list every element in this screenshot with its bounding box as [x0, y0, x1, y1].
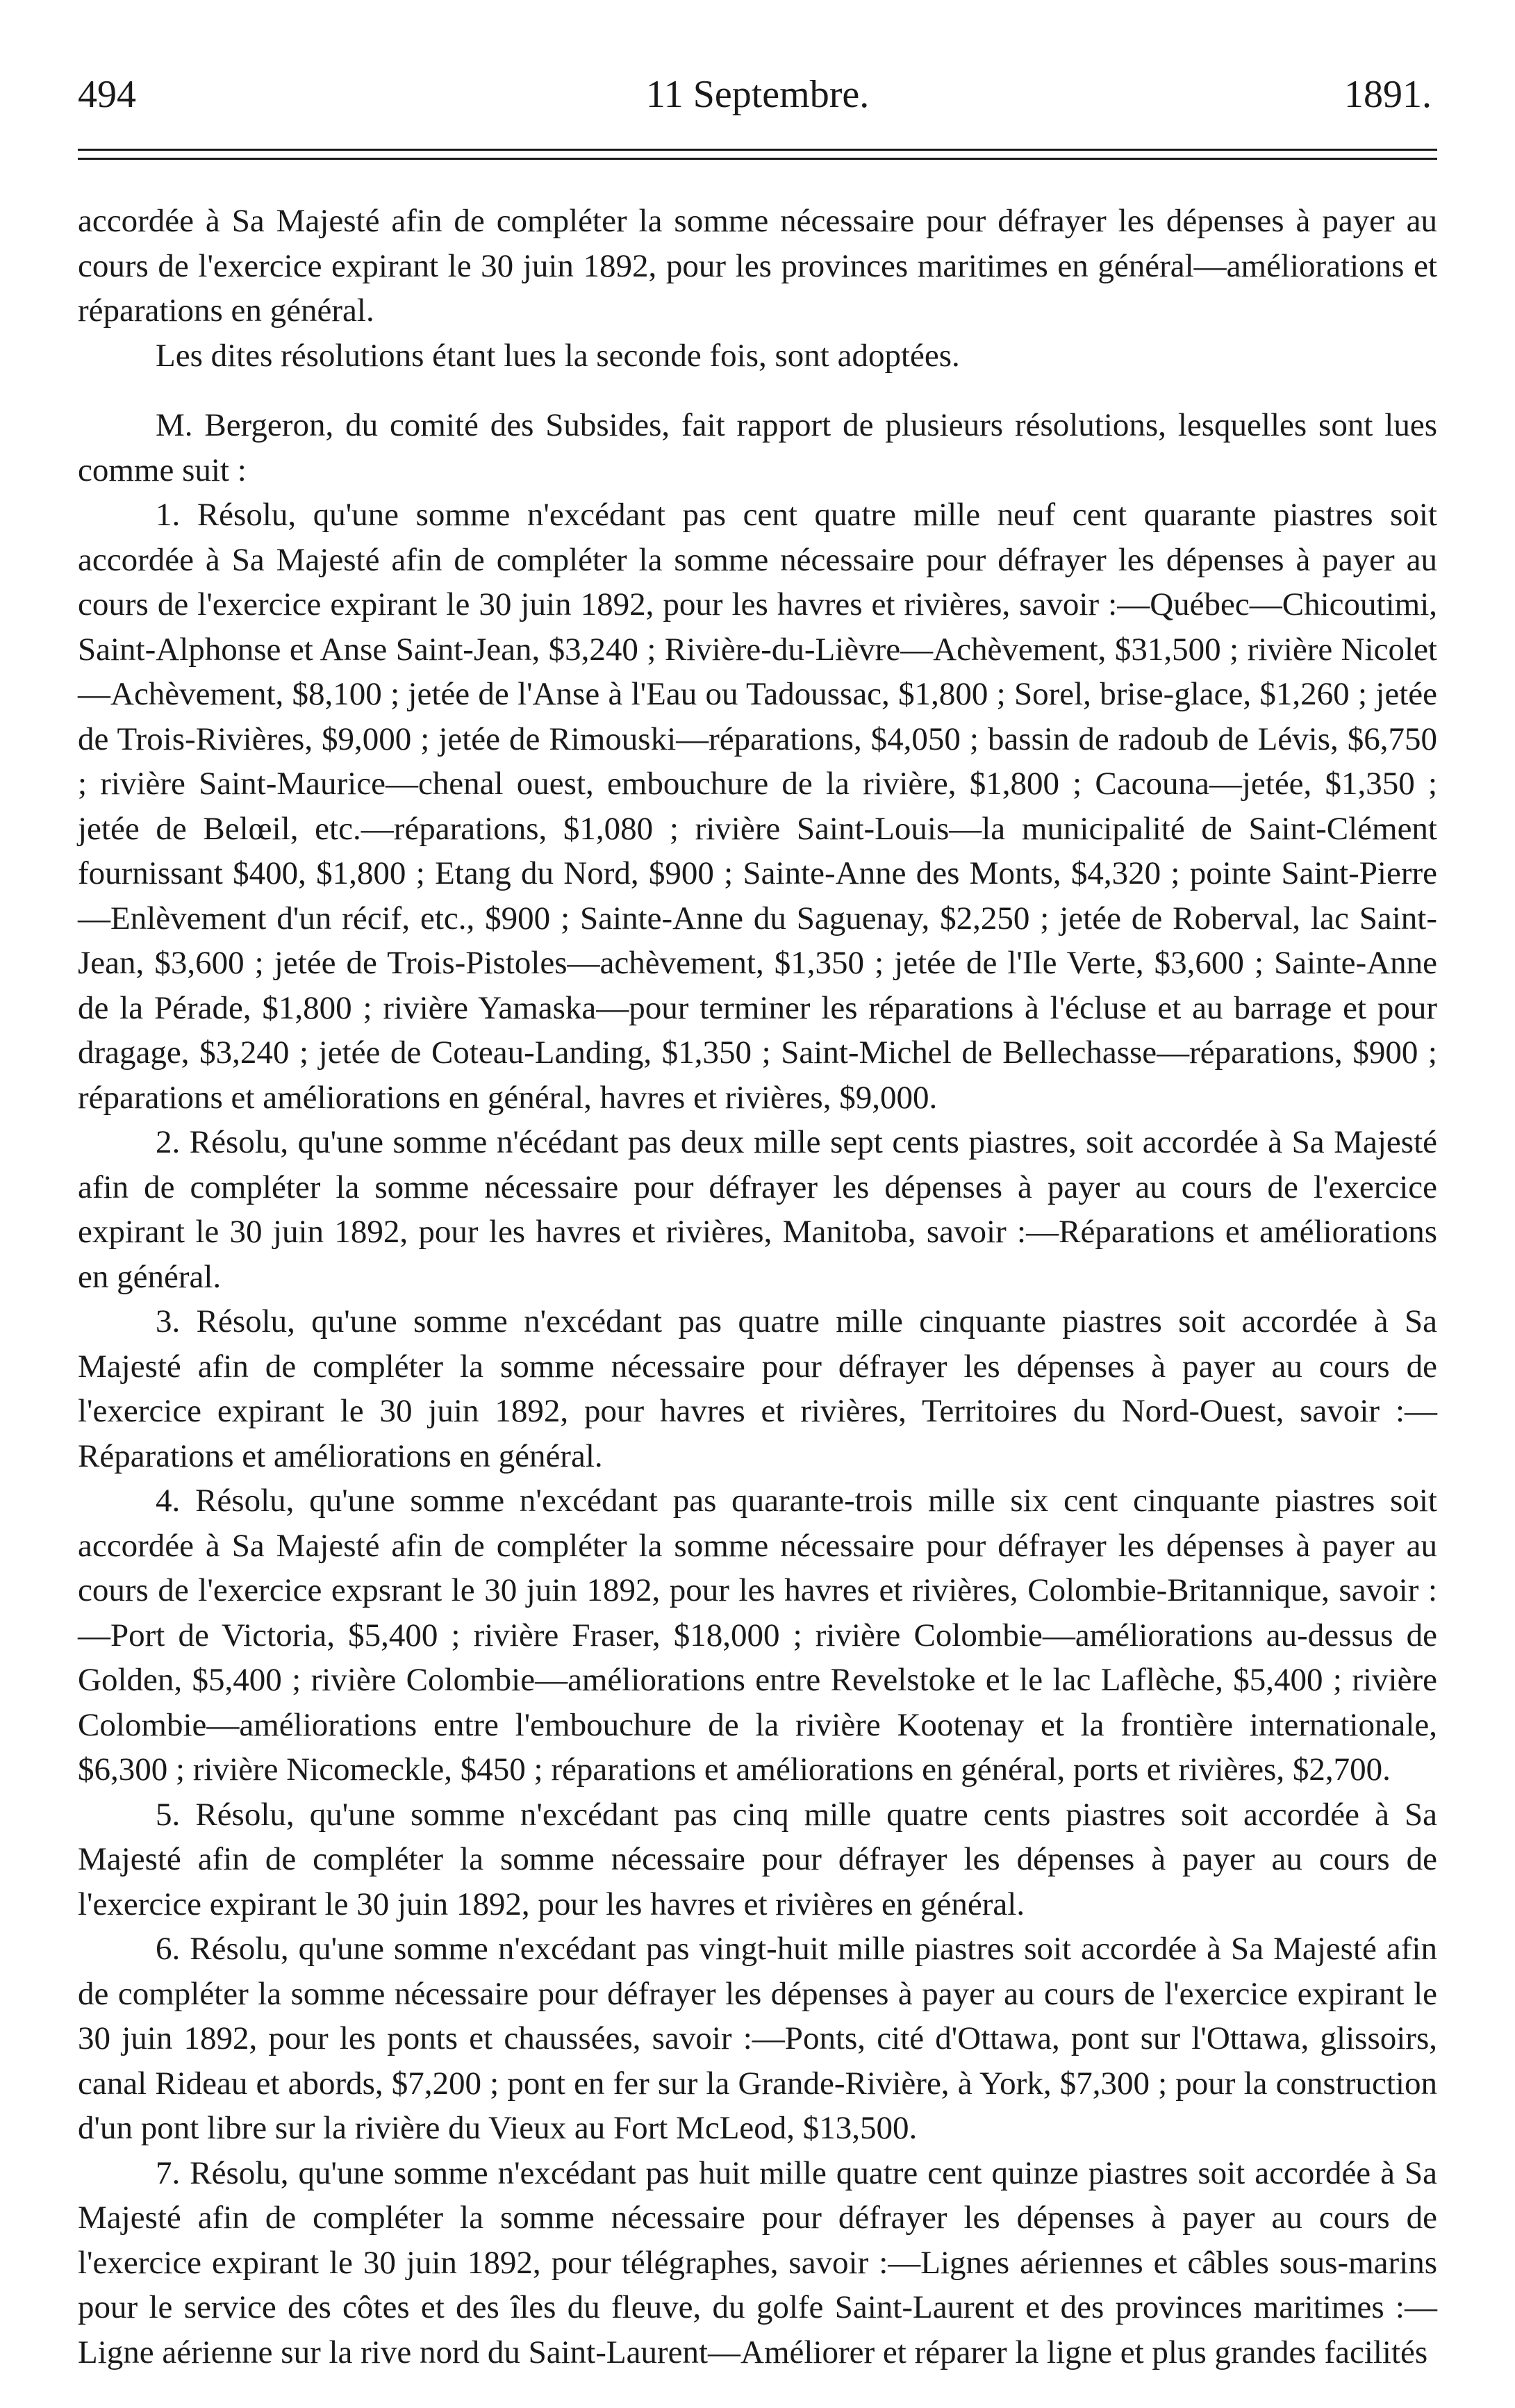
- paragraph-adoption: Les dites résolutions étant lues la seconde fois, sont adoptées.: [156, 337, 960, 374]
- page-number: 494: [78, 73, 136, 116]
- header-double-rule: [78, 149, 1437, 160]
- running-head-date: 11 Septembre.: [645, 73, 870, 116]
- page-header: [78, 67, 1437, 122]
- running-head-year: 1891.: [1344, 73, 1432, 116]
- resolution-4: 4. Résolu, qu'une somme n'excédant pas quarante-trois mille six cent cinquante piastres soit accordée à Sa Majesté afin de compléter la somme nécessaire pour défrayer les dépenses à payer au cours de l'exercice expsrant le 30 juin 1892, pour les havres et rivières, Colombie-Britannique, savoir :—Port de Victoria, $5,400 ; rivière Fraser, $18,000 ; rivière Colombie—améliorations au-dessus de Golden, $5,400 ; rivière Colombie—améliorations entre Revelstoke et le lac Laflèche, $5,400 ; rivière Colombie—améliorations entre l'embouchure de la rivière Kootenay et la frontière internationale, $6,300 ; rivière Nicomeckle, $450 ; réparations et améliorations en général, ports et rivières, $2,700.: [78, 1483, 1437, 1788]
- resolution-2: 2. Résolu, qu'une somme n'écédant pas deux mille sept cents piastres, soit accordée à Sa Majesté afin de compléter la somme nécessaire pour défrayer les dépenses à payer au cours de l'exercice expirant le 30 juin 1892, pour les havres et rivières, Manitoba, savoir :—Réparations et améliorations en général.: [78, 1124, 1437, 1295]
- resolution-7: 7. Résolu, qu'une somme n'excédant pas huit mille quatre cent quinze piastres soit accordée à Sa Majesté afin de compléter la somme nécessaire pour défrayer les dépenses à payer au cours de l'exercice expirant le 30 juin 1892, pour télégraphes, savoir :—Lignes aériennes et câbles sous-marins pour le service des côtes et des îles du fleuve, du golfe Saint-Laurent et des provinces maritimes :—Ligne aérienne sur la rive nord du Saint-Laurent—Améliorer et réparer la ligne et plus grandes facilités: [78, 2154, 1437, 2370]
- resolution-6: 6. Résolu, qu'une somme n'excédant pas vingt-huit mille piastres soit accordée à Sa Majesté afin de compléter la somme nécessaire pour défrayer les dépenses à payer au cours de l'exercice expirant le 30 juin 1892, pour les ponts et chaussées, savoir :—Ponts, cité d'Ottawa, pont sur l'Ottawa, glissoirs, canal Rideau et abords, $7,200 ; pont en fer sur la Grande-Rivière, à York, $7,300 ; pour la construction d'un pont libre sur la rivière du Vieux au Fort McLeod, $13,500.: [78, 1931, 1437, 2146]
- resolution-3: 3. Résolu, qu'une somme n'excédant pas quatre mille cinquante piastres soit accordée à Sa Majesté afin de compléter la somme nécessaire pour défrayer les dépenses à payer au cours de l'exercice expirant le 30 juin 1892, pour havres et rivières, Territoires du Nord-Ouest, savoir :—Réparations et améliorations en général.: [78, 1303, 1437, 1474]
- paragraph-committee-report: M. Bergeron, du comité des Subsides, fait rapport de plusieurs résolutions, lesquelles sont lues comme suit :: [78, 407, 1437, 488]
- resolution-1: 1. Résolu, qu'une somme n'excédant pas cent quatre mille neuf cent quarante piastres soit accordée à Sa Majesté afin de compléter la somme nécessaire pour défrayer les dépenses à payer au cours de l'exercice expirant le 30 juin 1892, pour les havres et rivières, savoir :—Québec—Chicoutimi, Saint-Alphonse et Anse Saint-Jean, $3,240 ; Rivière-du-Lièvre—Achèvement, $31,500 ; rivière Nicolet—Achèvement, $8,100 ; jetée de l'Anse à l'Eau ou Tadoussac, $1,800 ; Sorel, brise-glace, $1,260 ; jetée de Trois-Rivières, $9,000 ; jetée de Rimouski—réparations, $4,050 ; bassin de radoub de Lévis, $6,750 ; rivière Saint-Maurice—chenal ouest, embouchure de la rivière, $1,800 ; Cacouna—jetée, $1,350 ; jetée de Belœil, etc.—réparations, $1,080 ; rivière Saint-Louis—la municipalité de Saint-Clément fournissant $400, $1,800 ; Etang du Nord, $900 ; Sainte-Anne des Monts, $4,320 ; pointe Saint-Pierre—Enlèvement d'un récif, etc., $900 ; Sainte-Anne du Saguenay, $2,250 ; jetée de Roberval, lac Saint-Jean, $3,600 ; jetée de Trois-Pistoles—achèvement, $1,350 ; jetée de l'Ile Verte, $3,600 ; Sainte-Anne de la Pérade, $1,800 ; rivière Yamaska—pour terminer les réparations à l'écluse et au barrage et pour dragage, $3,240 ; jetée de Coteau-Landing, $1,350 ; Saint-Michel de Bellechasse—réparations, $900 ; réparations et améliorations en général, havres et rivières, $9,000.: [78, 497, 1437, 1116]
- paragraph-continuation: accordée à Sa Majesté afin de compléter la somme nécessaire pour défrayer les dépenses à payer au cours de l'exercice expirant le 30 juin 1892, pour les provinces maritimes en général—améliorations et réparations en général.: [78, 203, 1437, 329]
- body-text: [78, 199, 1437, 2375]
- resolution-5: 5. Résolu, qu'une somme n'excédant pas cinq mille quatre cents piastres soit accordée à Sa Majesté afin de compléter la somme nécessaire pour défrayer les dépenses à payer au cours de l'exercice expirant le 30 juin 1892, pour les havres et rivières en général.: [78, 1796, 1437, 1922]
